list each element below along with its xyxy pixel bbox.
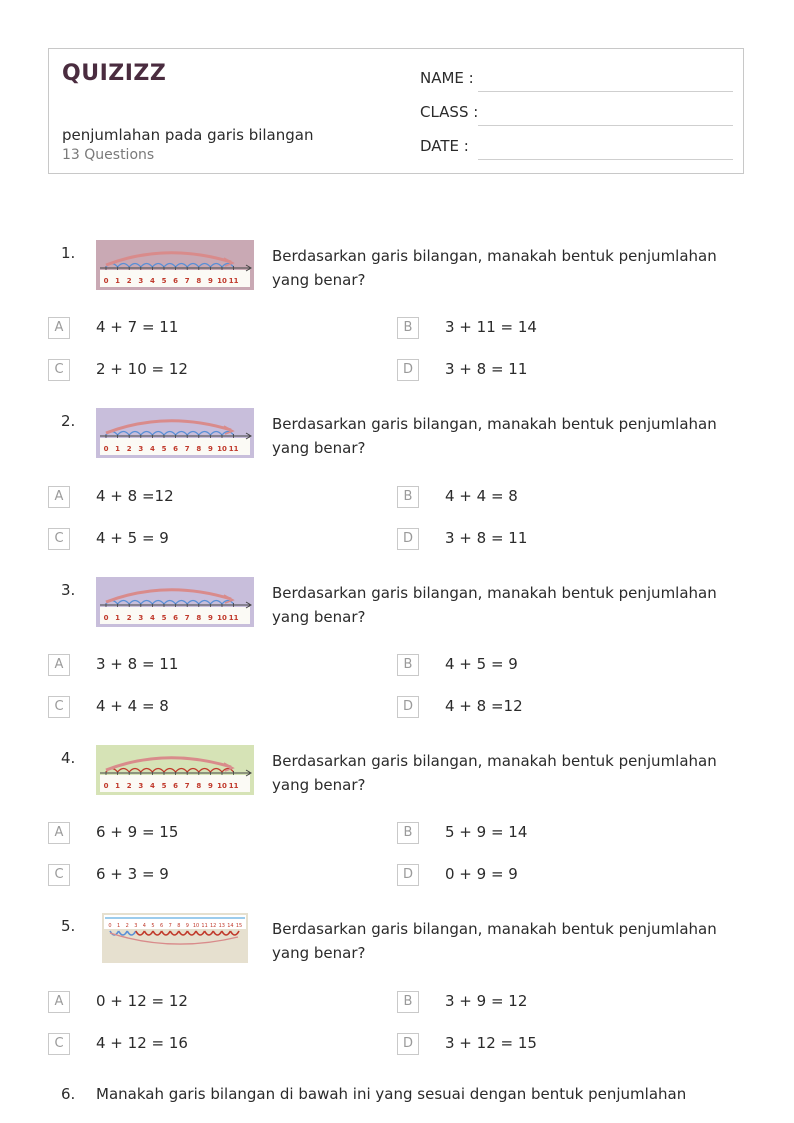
option-text: 4 + 7 = 11	[96, 318, 179, 336]
option-letter: C	[48, 696, 70, 718]
number-line-image	[96, 745, 256, 797]
worksheet-header	[48, 48, 744, 174]
tick-label: 10	[192, 923, 200, 929]
option-text: 4 + 5 = 9	[445, 655, 518, 673]
option-text: 2 + 10 = 12	[96, 360, 188, 378]
tick-label: 8	[177, 923, 181, 929]
option-letter: A	[48, 486, 70, 508]
tick-label: 6	[173, 277, 179, 285]
tick-label: 5	[161, 782, 167, 790]
name-label: NAME :	[420, 69, 474, 87]
tick-label: 0	[103, 782, 109, 790]
option-letter: A	[48, 317, 70, 339]
tick-label: 3	[138, 614, 144, 622]
name-line[interactable]	[478, 91, 733, 92]
option-text: 3 + 12 = 15	[445, 1034, 537, 1052]
tick-label: 8	[196, 445, 202, 453]
option-text: 0 + 9 = 9	[445, 865, 518, 883]
question-number: 6.	[61, 1085, 76, 1103]
date-field[interactable]	[420, 137, 733, 161]
tick-label: 6	[173, 614, 179, 622]
option-text: 3 + 8 = 11	[445, 529, 528, 547]
tick-label: 10	[217, 277, 227, 285]
tick-label: 7	[168, 923, 172, 929]
question-number: 5.	[61, 917, 76, 935]
tick-label: 11	[228, 782, 239, 790]
tick-label: 11	[228, 445, 239, 453]
option-text: 0 + 12 = 12	[96, 992, 188, 1010]
tick-label: 0	[103, 445, 109, 453]
tick-label: 0	[103, 277, 109, 285]
tick-label: 2	[126, 614, 132, 622]
option-letter: B	[397, 991, 419, 1013]
tick-label: 3	[138, 277, 144, 285]
question-text: Berdasarkan garis bilangan, manakah bentuk penjumlahan yang benar?	[272, 920, 717, 962]
number-line-image	[96, 577, 256, 629]
option-letter: D	[397, 528, 419, 550]
question-number: 1.	[61, 244, 76, 262]
tick-label: 13	[218, 923, 225, 929]
tick-label: 5	[151, 923, 155, 929]
name-field[interactable]	[420, 69, 733, 93]
question-number: 2.	[61, 412, 76, 430]
tick-label: 10	[217, 445, 227, 453]
tick-label: 6	[173, 782, 179, 790]
option-text: 4 + 4 = 8	[445, 487, 518, 505]
tick-label: 0	[103, 614, 109, 622]
question-number: 4.	[61, 749, 76, 767]
class-field[interactable]	[420, 103, 733, 127]
option-text: 4 + 12 = 16	[96, 1034, 188, 1052]
tick-label: 11	[201, 923, 208, 929]
option-letter: C	[48, 359, 70, 381]
option-letter: B	[397, 486, 419, 508]
option-letter: B	[397, 654, 419, 676]
tick-label: 0	[108, 923, 112, 929]
tick-label: 4	[149, 445, 155, 453]
option-letter: B	[397, 822, 419, 844]
option-text: 4 + 8 =12	[96, 487, 174, 505]
tick-label: 2	[126, 277, 132, 285]
tick-label: 2	[126, 782, 132, 790]
tick-label: 1	[117, 923, 121, 929]
tick-label: 10	[217, 782, 227, 790]
tick-label: 14	[227, 923, 234, 929]
class-label: CLASS :	[420, 103, 479, 121]
option-text: 4 + 5 = 9	[96, 529, 169, 547]
option-text: 4 + 8 =12	[445, 697, 523, 715]
tick-label: 1	[115, 782, 121, 790]
tick-label: 11	[228, 614, 239, 622]
option-letter: C	[48, 528, 70, 550]
question-text: Berdasarkan garis bilangan, manakah bentuk penjumlahan yang benar?	[272, 584, 717, 626]
tick-label: 4	[149, 782, 155, 790]
option-text: 6 + 9 = 15	[96, 823, 179, 841]
tick-label: 5	[161, 614, 167, 622]
option-text: 3 + 8 = 11	[96, 655, 179, 673]
tick-label: 10	[217, 614, 227, 622]
tick-label: 4	[149, 614, 155, 622]
option-letter: D	[397, 1033, 419, 1055]
question-text: Berdasarkan garis bilangan, manakah bentuk penjumlahan yang benar?	[272, 752, 717, 794]
tick-label: 8	[196, 277, 202, 285]
number-line-image	[102, 913, 262, 965]
tick-label: 9	[207, 782, 213, 790]
tick-label: 8	[196, 782, 202, 790]
option-letter: B	[397, 317, 419, 339]
option-letter: C	[48, 864, 70, 886]
tick-label: 5	[161, 277, 167, 285]
tick-label: 7	[184, 445, 190, 453]
tick-label: 4	[142, 923, 146, 929]
tick-label: 7	[184, 277, 190, 285]
option-letter: A	[48, 654, 70, 676]
number-line-image	[96, 240, 256, 292]
tick-label: 8	[196, 614, 202, 622]
tick-label: 3	[134, 923, 138, 929]
tick-label: 1	[115, 614, 121, 622]
tick-label: 9	[207, 277, 213, 285]
option-text: 3 + 8 = 11	[445, 360, 528, 378]
tick-label: 11	[228, 277, 239, 285]
tick-label: 6	[173, 445, 179, 453]
tick-label: 6	[160, 923, 164, 929]
option-text: 4 + 4 = 8	[96, 697, 169, 715]
option-letter: D	[397, 696, 419, 718]
question-text: Berdasarkan garis bilangan, manakah bentuk penjumlahan yang benar?	[272, 247, 717, 289]
tick-label: 1	[115, 277, 121, 285]
option-letter: D	[397, 359, 419, 381]
tick-label: 3	[138, 445, 144, 453]
option-letter: D	[397, 864, 419, 886]
option-letter: A	[48, 991, 70, 1013]
option-text: 3 + 9 = 12	[445, 992, 528, 1010]
option-text: 3 + 11 = 14	[445, 318, 537, 336]
question-count: 13 Questions	[62, 147, 155, 163]
date-line[interactable]	[478, 159, 733, 160]
tick-label: 4	[149, 277, 155, 285]
number-line-image	[96, 408, 256, 460]
question-text: Berdasarkan garis bilangan, manakah bentuk penjumlahan yang benar?	[272, 415, 717, 457]
quizizz-logo: QUIZIZZ	[62, 61, 167, 86]
tick-label: 5	[161, 445, 167, 453]
option-letter: C	[48, 1033, 70, 1055]
tick-label: 2	[126, 445, 132, 453]
class-line[interactable]	[478, 125, 733, 126]
tick-label: 7	[184, 782, 190, 790]
tick-label: 12	[210, 923, 217, 929]
option-text: 5 + 9 = 14	[445, 823, 528, 841]
tick-label: 15	[235, 923, 243, 929]
tick-label: 3	[138, 782, 144, 790]
worksheet-title: penjumlahan pada garis bilangan	[62, 126, 314, 144]
option-text: 6 + 3 = 9	[96, 865, 169, 883]
tick-label: 2	[125, 923, 129, 929]
tick-label: 1	[115, 445, 121, 453]
date-label: DATE :	[420, 137, 469, 155]
tick-label: 9	[207, 614, 213, 622]
question-text: Manakah garis bilangan di bawah ini yang sesuai dengan bentuk penjumlahan	[96, 1085, 687, 1103]
option-letter: A	[48, 822, 70, 844]
tick-label: 9	[207, 445, 213, 453]
question-number: 3.	[61, 581, 76, 599]
tick-label: 9	[185, 923, 189, 929]
tick-label: 7	[184, 614, 190, 622]
